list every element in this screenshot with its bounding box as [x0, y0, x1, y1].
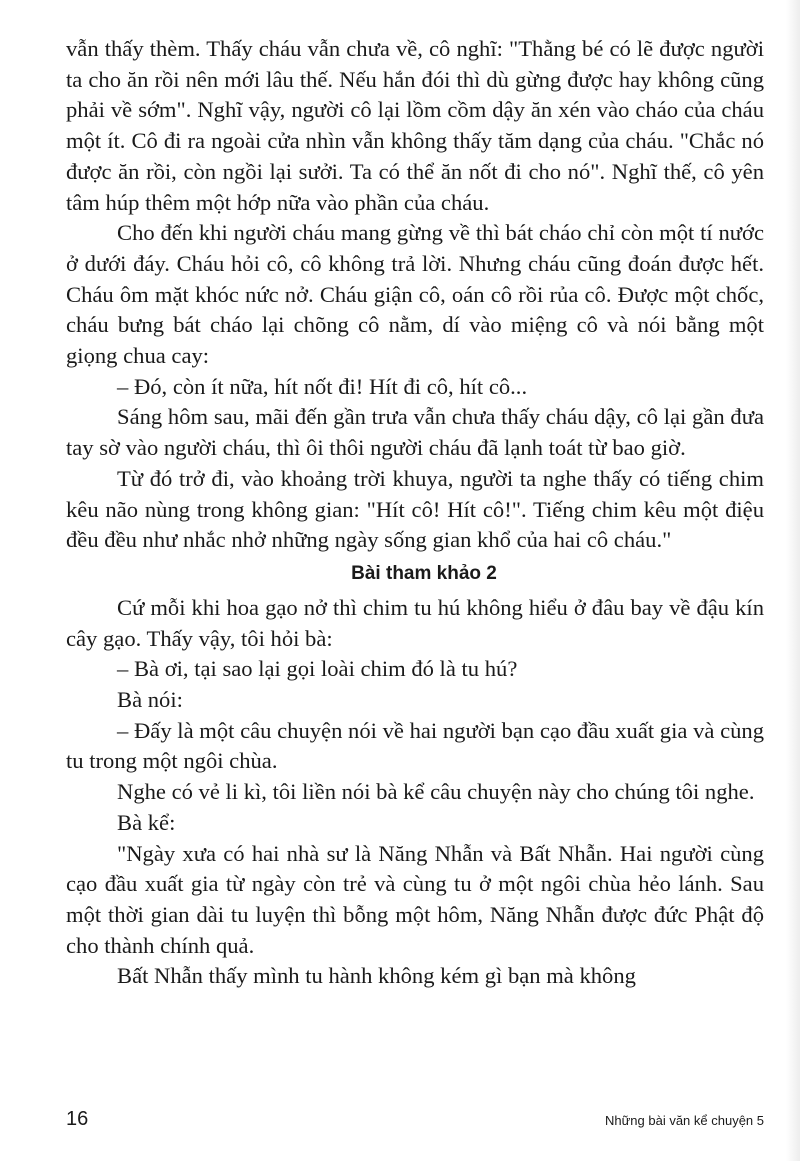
dialogue-line: – Bà ơi, tại sao lại gọi loài chim đó là tu hú?: [117, 656, 518, 682]
paragraph: Bà kể:: [117, 809, 176, 835]
page-footer: [66, 1108, 764, 1131]
paragraph: Từ đó trở đi, vào khoảng trời khuya, người ta nghe thấy có tiếng chim kêu não nùng trong không gian: "Hít cô! Hít cô!". Tiếng chim kêu một điệu đều đều như nhắc nhở những ngày sống gian khổ của hai cô cháu.": [66, 465, 764, 553]
body-text: [66, 34, 764, 992]
dialogue-line: – Đấy là một câu chuyện nói về hai người bạn cạo đầu xuất gia và cùng tu trong một ngôi chùa.: [66, 717, 764, 774]
paragraph: Bà nói:: [117, 687, 183, 713]
page-number: 16: [66, 1108, 89, 1130]
paragraph: Bất Nhẫn thấy mình tu hành không kém gì bạn mà không: [117, 963, 636, 989]
paragraph: Nghe có vẻ li kì, tôi liền nói bà kể câu chuyện này cho chúng tôi nghe.: [117, 779, 755, 805]
paragraph: Sáng hôm sau, mãi đến gần trưa vẫn chưa thấy cháu dậy, cô lại gần đưa tay sờ vào người cháu, thì ôi thôi người cháu đã lạnh toát từ bao giờ.: [66, 404, 764, 461]
section-heading: Bài tham khảo 2: [351, 562, 497, 584]
book-title: Những bài văn kể chuyện 5: [604, 1113, 764, 1128]
paragraph: Cứ mỗi khi hoa gạo nở thì chim tu hú không hiểu ở đâu bay về đậu kín cây gạo. Thấy vậy, tôi hỏi bà:: [66, 594, 764, 651]
page-edge-shadow: [786, 0, 800, 1161]
dialogue-line: – Đó, còn ít nữa, hít nốt đi! Hít đi cô, hít cô...: [117, 373, 528, 399]
paragraph: "Ngày xưa có hai nhà sư là Năng Nhẫn và Bất Nhẫn. Hai người cùng cạo đầu xuất gia từ ngày còn trẻ và cùng tu ở một ngôi chùa hẻo lánh. Sau một thời gian dài tu luyện thì bỗng một hôm, Năng Nhẫn được đức Phật độ cho thành chính quả.: [66, 840, 764, 958]
paragraph: Cho đến khi người cháu mang gừng về thì bát cháo chỉ còn một tí nước ở dưới đáy. Cháu hỏi cô, cô không trả lời. Nhưng cháu cũng đoán được hết. Cháu ôm mặt khóc nức nở. Cháu giận cô, oán cô rồi rủa cô. Được một chốc, cháu bưng bát cháo lại chõng cô nằm, dí vào miệng cô và nói bằng một giọng chua cay:: [66, 220, 764, 369]
paragraph: vẫn thấy thèm. Thấy cháu vẫn chưa về, cô nghĩ: "Thằng bé có lẽ được người ta cho ăn rồi nên mới lâu thế. Nếu hắn đói thì dù gừng được hay không cũng phải về sớm". Nghĩ vậy, người cô lại lồm cồm dậy ăn xén vào cháo của cháu một ít. Cô đi ra ngoài cửa nhìn vẫn không thấy tăm dạng của cháu. "Chắc nó được ăn rồi, còn ngồi lại sưởi. Ta có thể ăn nốt đi cho nó". Nghĩ thế, cô yên tâm húp thêm một hớp nữa vào phần của cháu.: [66, 36, 764, 215]
